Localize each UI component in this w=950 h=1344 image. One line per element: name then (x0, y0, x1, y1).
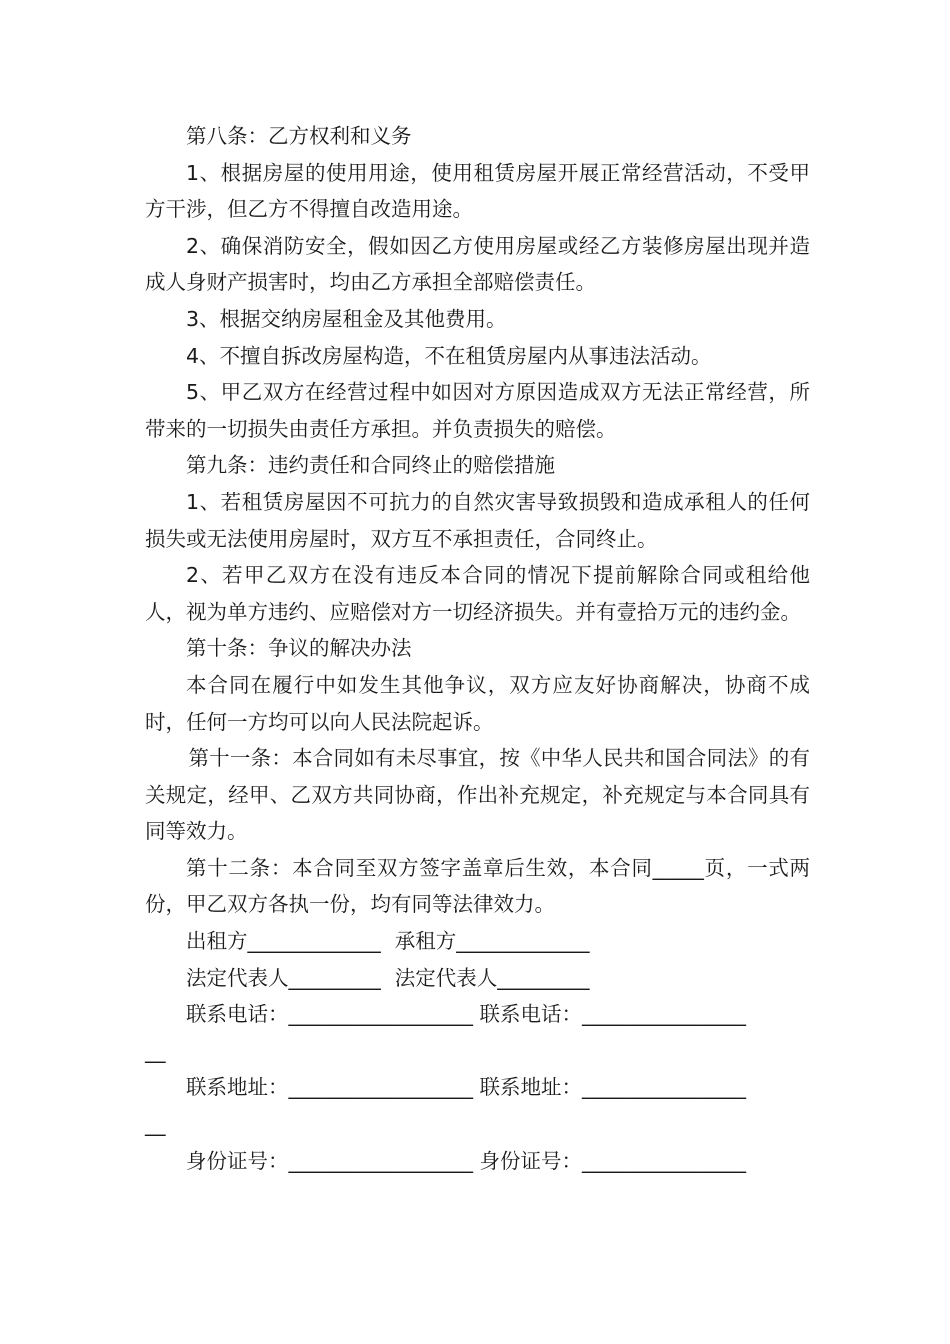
article-8-heading: 第八条：乙方权利和义务 (186, 124, 412, 148)
lessor-rep-field: 法定代表人_________ (186, 965, 381, 990)
article-10-body: 本合同在履行中如发生其他争议，双方应友好协商解决，协商不成时，任何一方均可以向人民法院起诉。 (145, 672, 810, 734)
party-line (145, 923, 810, 960)
article-10-heading: 第十条：争议的解决办法 (186, 636, 412, 661)
article-9-clause-2: 2、若甲乙双方在没有违反本合同的情况下提前解除合同或租给他人，视为单方违约、应赔偿对方一切经济损失。并有壹拾万元的违约金。 (145, 563, 810, 624)
lessee-rep-field: 法定代表人_________ (394, 965, 590, 990)
article-8-clause-1: 1、根据房屋的使用用途，使用租赁房屋开展正常经营活动，不受甲方干涉，但乙方不得擅自改造用途。 (145, 160, 810, 222)
phone-row (145, 996, 810, 1069)
article-8-clause-3: 3、根据交纳房屋租金及其他费用。 (186, 306, 507, 331)
article-8-clause-5: 5、甲乙双方在经营过程中如因对方原因造成双方无法正常经营，所带来的一切损失由责任方承担。并负责损失的赔偿。 (145, 380, 810, 441)
address-overflow: __ (145, 1112, 166, 1137)
representative-line (145, 960, 810, 997)
id-fields: 身份证号：__________________ 身份证号：________________ (186, 1148, 747, 1173)
lessor-field: 出租方_____________ (186, 929, 381, 954)
article-8-clause-2: 2、确保消防安全，假如因乙方使用房屋或经乙方装修房屋出现并造成人身财产损害时，均由乙方承担全部赔偿责任。 (145, 233, 810, 295)
article-9-heading: 第九条：违约责任和合同终止的赔偿措施 (186, 453, 555, 478)
article-9-clause-1: 1、若租赁房屋因不可抗力的自然灾害导致损毁和造成承租人的任何损失或无法使用房屋时，双方互不承担责任，合同终止。 (145, 489, 810, 551)
address-fields: 联系地址：__________________ 联系地址：________________ (186, 1075, 747, 1100)
address-row (145, 1069, 810, 1142)
lessee-field: 承租方_____________ (394, 929, 590, 954)
article-11: 第十一条：本合同如有未尽事宜，按《中华人民共和国合同法》的有关规定，经甲、乙双方共同协商，作出补充规定，补充规定与本合同具有同等效力。 (145, 746, 810, 844)
article-12: 第十二条：本合同至双方签字盖章后生效，本合同_____页，一式两份，甲乙双方各执一份，均有同等法律效力。 (145, 855, 810, 917)
phone-fields: 联系电话：__________________ 联系电话：________________ (186, 1002, 747, 1027)
id-row (145, 1143, 810, 1180)
article-8-clause-4: 4、不擅自拆改房屋构造，不在租赁房屋内从事违法活动。 (186, 343, 712, 368)
contract-body (145, 118, 810, 1179)
phone-overflow: __ (145, 1038, 166, 1063)
